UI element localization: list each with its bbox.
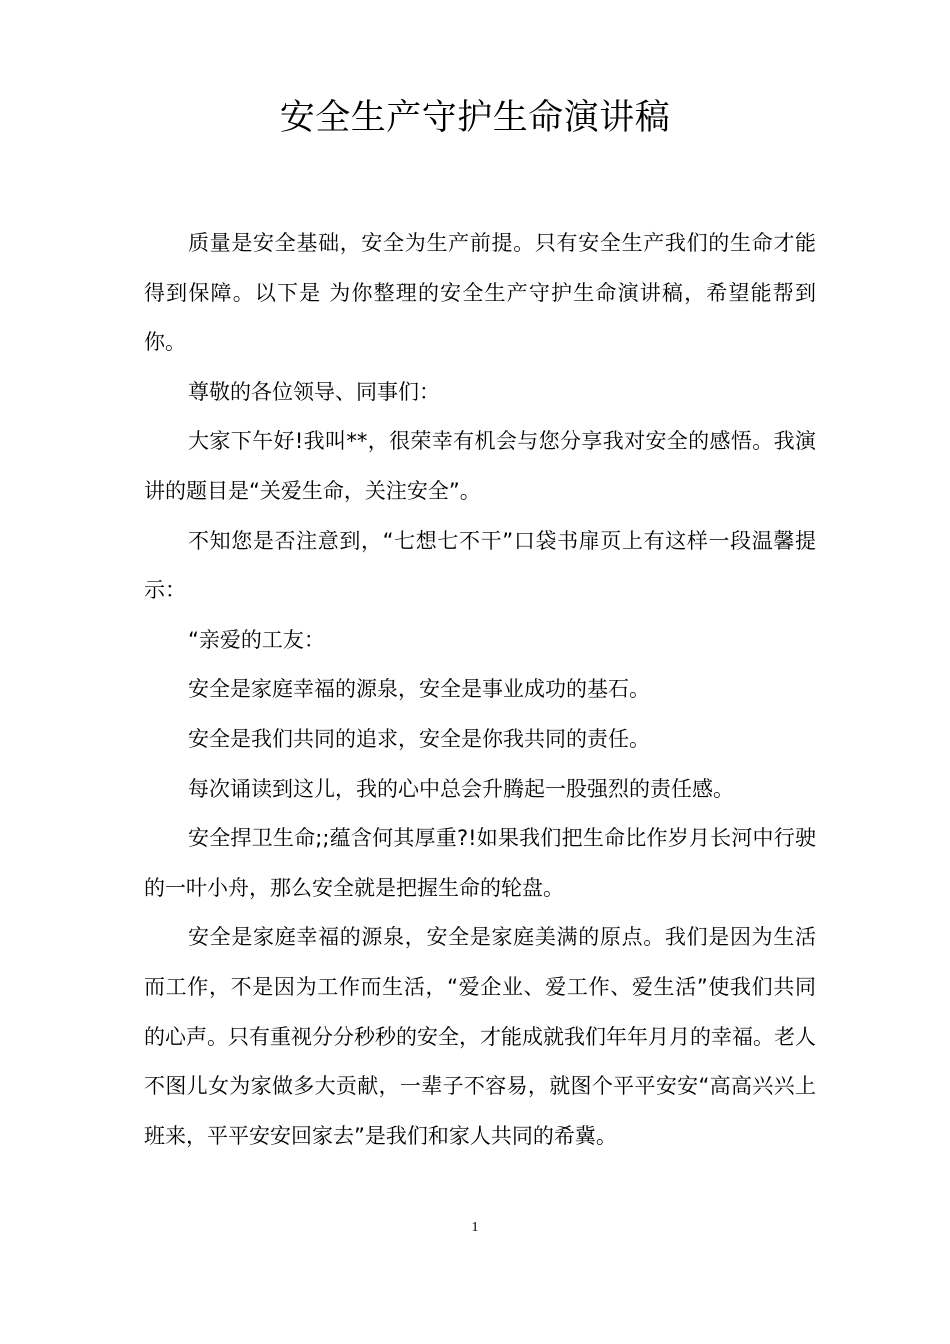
quote-line-1: 安全是家庭幸福的源泉，安全是事业成功的基石。 (188, 677, 650, 702)
document-title: 安全生产守护生命演讲稿 (279, 98, 671, 138)
quote-line-2: 安全是我们共同的追求，安全是你我共同的责任。 (188, 726, 650, 751)
document-body (144, 219, 816, 1161)
reflection-paragraph: 每次诵读到这儿，我的心中总会升腾起一股强烈的责任感。 (188, 776, 734, 801)
metaphor-paragraph: 安全捍卫生命;;蕴含何其厚重?!如果我们把生命比作岁月长河中行驶的一叶小舟，那么安全就是把握生命的轮盘。 (144, 826, 816, 900)
reminder-intro-paragraph: 不知您是否注意到，“七想七不干”口袋书扉页上有这样一段温馨提示： (144, 528, 816, 603)
quote-salutation: “亲爱的工友： (188, 627, 325, 652)
greeting-paragraph: 大家下午好!我叫**，很荣幸有机会与您分享我对安全的感悟。我演讲的题目是“关爱生命，关注安全”。 (144, 429, 816, 503)
intro-paragraph: 质量是安全基础，安全为生产前提。只有安全生产我们的生命才能得到保障。以下是 为你整理的安全生产守护生命演讲稿，希望能帮到你。 (144, 231, 816, 355)
salutation-paragraph: 尊敬的各位领导、同事们： (188, 379, 440, 404)
page-number: 1 (471, 1220, 479, 1235)
family-paragraph: 安全是家庭幸福的源泉，安全是家庭美满的原点。我们是因为生活而工作，不是因为工作而生活，“爱企业、爱工作、爱生活”使我们共同的心声。只有重视分分秒秒的安全，才能成就我们年年月月的幸福。老人不图儿女为家做多大贡献，一辈子不容易，就图个平平安安“高高兴兴上班来，平平安安回家去”是我们和家人共同的希冀。 (144, 925, 816, 1148)
